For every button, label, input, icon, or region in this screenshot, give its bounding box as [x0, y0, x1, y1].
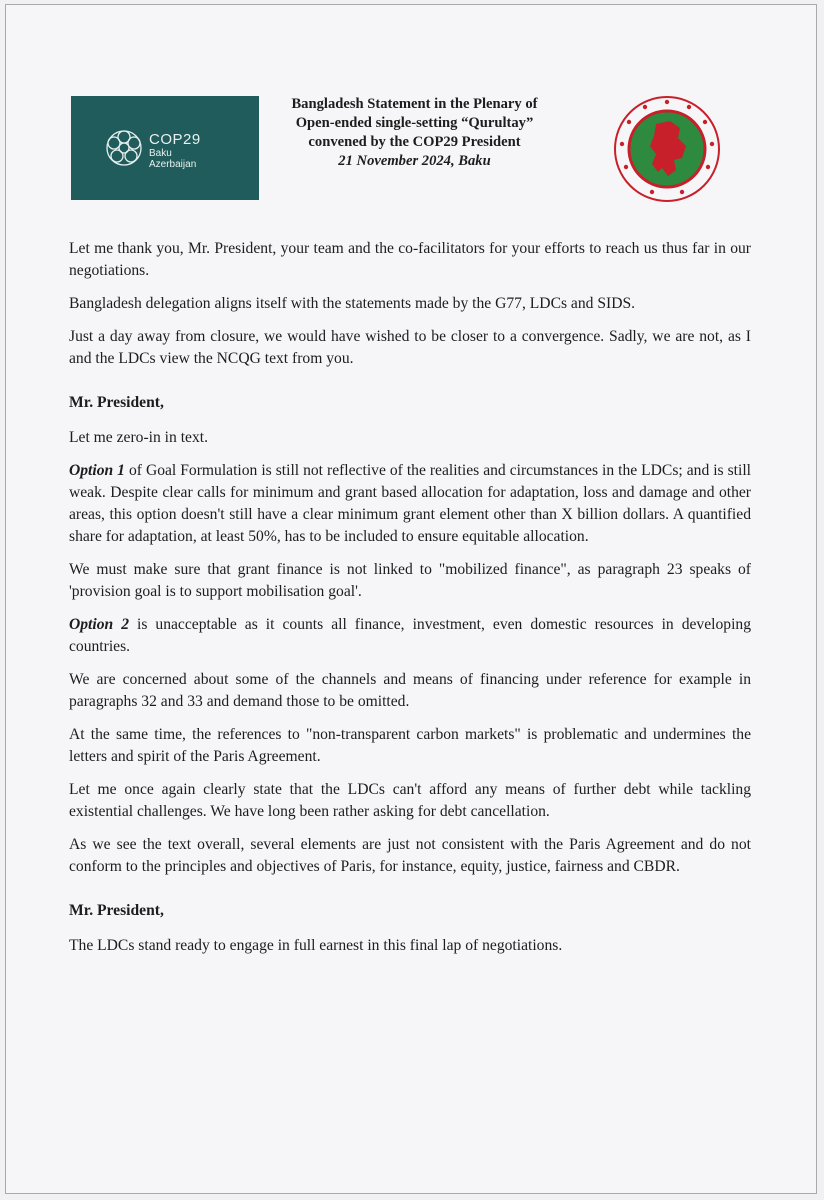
paragraph-option-2: [69, 614, 751, 658]
paragraph-thanks: Let me thank you, Mr. President, your team and the co-facilitators for your efforts to reach us thus far in our negotiations.: [69, 240, 751, 279]
statement-date: 21 November 2024, Baku: [338, 153, 491, 169]
title-line-2: Open-ended single-setting “Qurultay”: [295, 115, 534, 131]
cop29-country: Azerbaijan: [149, 159, 197, 170]
option-1-text: of Goal Formulation is still not reflective of the realities and circumstances in the LDCs; and is still weak. Despite clear calls for minimum and grant based allocation for adaptation, loss and damage and other areas, this option doesn't still have a clear minimum grant element other than X billion dollars. A quantified share for adaptation, at least 50%, has to be included to ensure equitable allocation.: [69, 462, 752, 545]
statement-title: [262, 95, 567, 171]
cop29-logo: [71, 96, 259, 200]
paragraph-ready: The LDCs stand ready to engage in full earnest in this final lap of negotiations.: [69, 937, 563, 954]
paragraph-grant-finance: We must make sure that grant finance is not linked to "mobilized finance", as paragraph 23 speaks of 'provision goal is to support mobilisation goal'.: [69, 561, 751, 600]
paragraph-carbon-markets: At the same time, the references to "non-transparent carbon markets" is problematic and undermines the letters and spirit of the Paris Agreement.: [69, 726, 751, 765]
title-line-3: convened by the COP29 President: [308, 134, 521, 150]
statement-body: [69, 238, 751, 968]
option-2-label: Option 2: [69, 616, 129, 633]
cop29-name: COP29: [149, 131, 201, 148]
paragraph-alignment: Bangladesh delegation aligns itself with the statements made by the G77, LDCs and SIDS.: [69, 295, 636, 312]
paragraph-option-1: [69, 460, 751, 548]
option-1-label: Option 1: [69, 462, 125, 479]
salutation-2: Mr. President,: [69, 902, 164, 919]
paragraph-closure: Just a day away from closure, we would have wished to be closer to a convergence. Sadly, we are not, as I and the LDCs view the NCQG text from you.: [69, 328, 751, 367]
salutation-1: Mr. President,: [69, 394, 164, 411]
title-line-1: Bangladesh Statement in the Plenary of: [291, 96, 538, 112]
paragraph-channels: We are concerned about some of the channels and means of financing under reference for example in paragraphs 32 and 33 and demand those to be omitted.: [69, 671, 751, 710]
cop29-emblem-icon: [103, 127, 145, 169]
option-2-text: is unacceptable as it counts all finance, investment, even domestic resources in developing countries.: [69, 616, 751, 655]
paragraph-debt: Let me once again clearly state that the LDCs can't afford any means of further debt while tackling existential challenges. We have long been rather asking for debt cancellation.: [69, 781, 751, 820]
cop29-city: Baku: [149, 148, 172, 159]
paragraph-zero-in: Let me zero-in in text.: [69, 429, 208, 446]
paragraph-paris: As we see the text overall, several elements are just not consistent with the Paris Agreement and do not conform to the principles and objectives of Paris, for instance, equity, justice, fairness and CBDR.: [69, 836, 751, 875]
bangladesh-government-seal-icon: [612, 94, 722, 204]
